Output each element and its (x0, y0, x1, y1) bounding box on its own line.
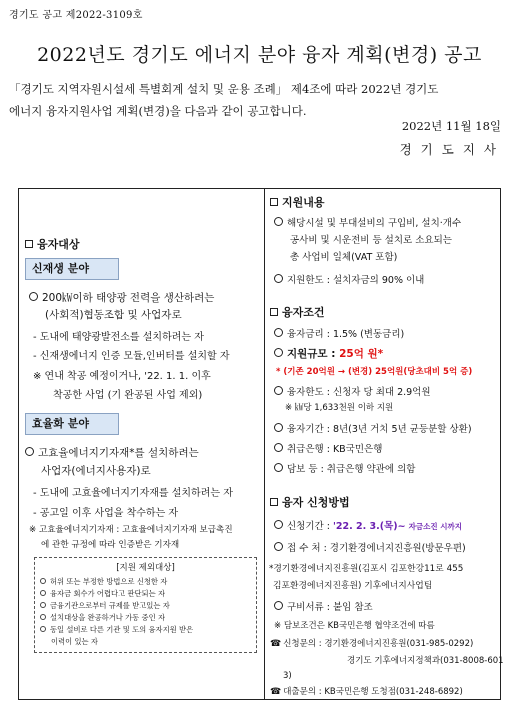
small-circle-icon (40, 578, 46, 584)
small-circle-icon (40, 602, 46, 608)
condition-scale (274, 346, 383, 361)
efficiency-item-1 (25, 445, 199, 460)
summary-box (18, 188, 504, 700)
apply-docs (274, 599, 373, 613)
renewable-item-1-line-1: 200㎾이하 태양광 전력을 생산하려는 (42, 292, 215, 304)
left-column (19, 189, 265, 699)
efficiency-item-1-line-1: 고효율에너지기자재*를 설치하려는 (38, 447, 199, 459)
section-apply (270, 494, 350, 510)
support-item-1-line-2: 공사비 및 시운전비 등 설치로 소요되는 (290, 235, 452, 246)
circle-bullet-icon (274, 542, 283, 551)
renewable-sub-1: - 도내에 태양광발전소를 설치하려는 자 (33, 332, 204, 343)
condition-bank-text: 취급은행 : KB국민은행 (287, 444, 383, 455)
inquiry-application-line-2: 경기도 기후에너지정책과(031-8008-601 (347, 656, 504, 666)
condition-bank (274, 441, 382, 455)
right-column (265, 189, 502, 699)
intro-paragraph (9, 78, 507, 122)
inquiry-application-line-1: 신청문의 : 경기환경에너지진흥원(031-985-0292) (283, 639, 474, 649)
efficiency-sub-1: - 도내에 고효율에너지기자재를 설치하려는 자 (33, 488, 233, 499)
circle-bullet-icon (274, 328, 283, 337)
phone-icon: ☎ (270, 639, 282, 649)
circle-bullet-icon (274, 463, 283, 472)
inquiry-application (270, 637, 473, 649)
exclusion-box (34, 557, 257, 653)
circle-bullet-icon (274, 423, 283, 432)
apply-receipt-text: 접 수 처 : 경기환경에너지진흥원(방문우편) (287, 543, 466, 554)
apply-collateral-note: ※ 담보조건은 KB국민은행 협약조건에 따름 (274, 621, 435, 631)
circle-bullet-icon (274, 443, 283, 452)
section-loan-target (25, 236, 80, 252)
condition-rate-text: 융자금리 : 1.5% (변동금리) (287, 329, 405, 340)
efficiency-item-1-line-2: 사업자(에너지사용자)로 (41, 465, 151, 477)
section-conditions-title: 융자조건 (282, 306, 325, 319)
intro-line-2: 에너지 융자지원사업 계획(변경)을 다음과 같이 공고합니다. (9, 104, 307, 118)
inquiry-loan-text: 대출문의 : KB국민은행 도청점(031-248-6892) (283, 687, 463, 697)
condition-period-text: 융자기간 : 8년(3년 거치 5년 균등분할 상환) (287, 424, 472, 435)
exclusion-item: 설치대상을 완공하거나 가동 중인 자 (40, 613, 165, 623)
circle-bullet-icon (274, 520, 283, 529)
condition-scale-label: 지원규모 : (287, 348, 340, 360)
square-bullet-icon (25, 240, 33, 248)
small-circle-icon (40, 626, 46, 632)
notice-date: 2022년 11월 18일 (401, 119, 501, 133)
small-circle-icon (40, 590, 46, 596)
renewable-sub-2: - 신재생에너지 인증 모듈,인버터를 설치할 자 (33, 351, 230, 362)
apply-period-label: 신청기간 : (287, 521, 333, 532)
tag-renewable: 신재생 분야 (25, 258, 119, 280)
exclusion-item: 융자금 회수가 어렵다고 판단되는 자 (40, 589, 165, 599)
condition-scale-note: * (기존 20억원 → (변경) 25억원(당초대비 5억 증) (276, 367, 473, 377)
exclusion-title: [지원 제외대상] (116, 563, 175, 573)
issuer: 경기도지사 (399, 142, 505, 157)
apply-address-line-1: *경기환경에너지진흥원(김포시 김포한강11로 455 (269, 564, 464, 574)
intro-line-1: 「경기도 지역자원시설세 특별회계 설치 및 운용 조례」 제4조에 따라 2022년 경기도 (9, 82, 439, 96)
condition-collateral-text: 담보 등 : 취급은행 약관에 의함 (287, 464, 416, 475)
condition-limit (274, 384, 431, 398)
apply-period (274, 518, 462, 532)
apply-address-line-2: 김포환경에너지진흥원) 기후에너지사업팀 (273, 581, 433, 591)
inquiry-application-line-3: 3) (283, 671, 292, 681)
square-bullet-icon (270, 498, 278, 506)
condition-collateral (274, 461, 415, 475)
support-item-1-line-3: 총 사업비 일체(VAT 포함) (290, 252, 398, 263)
section-loan-target-title: 융자대상 (37, 238, 80, 251)
support-item-1-line-1: 해당시설 및 부대설비의 구입비, 설치·개수 (287, 218, 462, 229)
exclusion-item: 허위 또는 부정한 방법으로 신청한 자 (40, 577, 167, 587)
circle-bullet-icon (274, 386, 283, 395)
inquiry-loan (270, 685, 463, 697)
section-support-title: 지원내용 (282, 196, 325, 209)
phone-icon: ☎ (270, 687, 282, 697)
circle-bullet-icon (274, 348, 283, 357)
renewable-item-1-line-2: (사회적)협동조합 및 사업자로 (45, 309, 182, 321)
renewable-note-line-1: ※ 연내 착공 예정이거나, '22. 1. 1. 이후 (33, 371, 211, 382)
condition-rate (274, 326, 404, 340)
renewable-note-line-2: 착공한 사업 (기 완공된 사업 제외) (53, 390, 203, 401)
renewable-item-1 (29, 290, 214, 305)
section-support (270, 194, 325, 210)
condition-limit-note: ※ ㎾당 1,633천원 이하 지원 (285, 403, 394, 413)
condition-scale-value: 25억 원* (339, 348, 384, 360)
efficiency-note-line-1: ※ 고효율에너지기자재 : 고효율에너지기자재 보급촉진 (29, 525, 233, 535)
efficiency-sub-2: - 공고일 이후 사업을 착수하는 자 (33, 508, 179, 519)
exclusion-item: 금융기관으로부터 규제를 받고있는 자 (40, 601, 170, 611)
apply-period-value: '22. 2. 3.(목)~ (332, 521, 406, 532)
condition-limit-text: 융자한도 : 신청자 당 최대 2.9억원 (287, 387, 431, 398)
page-title: 2022년도 경기도 에너지 분야 융자 계획(변경) 공고 (37, 44, 482, 66)
apply-docs-text: 구비서류 : 붙임 참조 (287, 602, 373, 613)
support-item-1 (274, 215, 461, 229)
efficiency-note-line-2: 에 관한 규정에 따라 인증받은 기자재 (41, 540, 180, 550)
support-item-2 (274, 272, 424, 286)
condition-period (274, 421, 472, 435)
apply-receipt (274, 540, 466, 554)
circle-bullet-icon (274, 601, 283, 610)
section-apply-title: 융자 신청방법 (282, 496, 350, 509)
exclusion-item-continued: 이력이 있는 자 (51, 637, 98, 646)
support-item-2-text: 지원한도 : 설치자금의 90% 이내 (287, 275, 425, 286)
exclusion-item: 동일 설비로 다른 기관 및 도의 융자지원 받은 (40, 625, 193, 635)
square-bullet-icon (270, 198, 278, 206)
tag-efficiency: 효율화 분야 (25, 413, 119, 435)
circle-bullet-icon (274, 217, 283, 226)
apply-period-suffix: 자금소진 시까지 (408, 522, 462, 531)
notice-number: 경기도 공고 제2022-3109호 (9, 10, 143, 21)
section-conditions (270, 304, 325, 320)
small-circle-icon (40, 614, 46, 620)
circle-bullet-icon (29, 292, 38, 301)
circle-bullet-icon (274, 274, 283, 283)
circle-bullet-icon (25, 447, 34, 456)
square-bullet-icon (270, 308, 278, 316)
